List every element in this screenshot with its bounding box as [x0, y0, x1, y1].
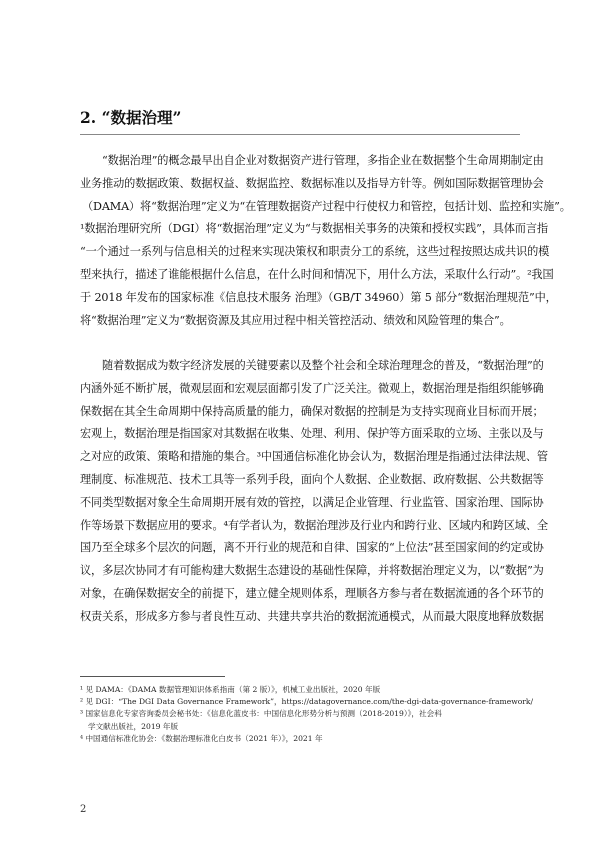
text-line: 业务推动的数据政策、数据权益、数据监控、数据标准以及指导方针等。例如国际数据管理协会	[80, 176, 544, 190]
text-line: 型来执行，描述了谁能根据什么信息，在什么时间和情况下，用什么方法，采取什么行动”。²我国	[80, 267, 554, 281]
text-line: 保数据在其全生命周期中保持高质量的能力，确保对数据的控制是为支持实现商业目标而开展；	[80, 404, 544, 418]
section-heading: 2. “数据治理”	[80, 108, 182, 127]
text-line: 作等场景下数据应用的要求。⁴有学者认为，数据治理涉及行业内和跨行业、区域内和跨区域、全	[80, 518, 548, 532]
text-line: （DAMA）将“数据治理”定义为“在管理数据资产过程中行使权力和管控，包括计划、监控和实施”。	[82, 199, 571, 213]
text-line: 不同类型数据对象全生命周期开展有效的管控，以满足企业管理、行业监管、国家治理、国际协	[80, 495, 544, 509]
text-line: 随着数据成为数字经济发展的关键要素以及整个社会和全球治理理念的普及，“数据治理”的	[102, 359, 544, 372]
paragraph-expansion	[80, 355, 548, 629]
heading-divider	[80, 134, 520, 135]
footnote-2: ² 见 DGI：“The DGI Data Governance Framework”，https://datagovernance.com/the-dgi-data-governance-framework/	[80, 697, 534, 707]
text-line: 理制度、标准规范、技术工具等一系列手段，面向个人数据、企业数据、政府数据、公共数据等	[80, 472, 544, 486]
text-line: 议，多层次协同才有可能构建大数据生态建设的基础性保障，并将数据治理定义为，以“数据”为	[80, 564, 544, 578]
text-line: 对象，在确保数据安全的前提下，建立健全规则体系，理顺各方参与者在数据流通的各个环节的	[80, 586, 544, 600]
text-line: 于 2018 年发布的国家标准《信息技术服务 治理》（GB/T 34960）第 5 部分“数据治理规范”中，	[80, 290, 557, 304]
footnotes	[80, 684, 534, 745]
footnote-3: ³ 国家信息化专家咨询委员会秘书处：《信息化蓝皮书：中国信息化形势分析与预测（2018-2019）》，社会科	[80, 709, 442, 719]
footnote-separator	[80, 676, 225, 677]
text-line: 之对应的政策、策略和措施的集合。³中国通信标准化协会认为，数据治理是指通过法律法规、管	[80, 450, 548, 464]
text-line: 国乃至全球多个层次的问题，离不开行业的规范和自律、国家的“上位法”甚至国家间的约定或协	[80, 541, 544, 555]
footnote-3-continued: 学文献出版社，2019 年版	[88, 721, 179, 731]
text-line: 宏观上，数据治理是指国家对其数据在收集、处理、利用、保护等方面采取的立场、主张以及与	[80, 427, 544, 441]
text-line: 将“数据治理”定义为“数据资源及其应用过程中相关管控活动、绩效和风险管理的集合”。	[80, 313, 511, 327]
text-line: 内涵外延不断扩展，微观层面和宏观层面都引发了广泛关注。微观上，数据治理是指组织能够确	[80, 381, 544, 395]
footnote-1: ¹ 见 DAMA：《DAMA 数据管理知识体系指南（第 2 版）》，机械工业出版社，2020 年版	[80, 685, 381, 694]
text-line: “一个通过一系列与信息相关的过程来实现决策权和职责分工的系统，这些过程按照达成共识的模	[80, 245, 550, 259]
footnote-4: ⁴ 中国通信标准化协会：《数据治理标准化白皮书（2021 年）》，2021 年	[80, 733, 323, 743]
text-line: 权责关系，形成多方参与者良性互动、共建共享共治的数据流通模式，从而最大限度地释放数据	[80, 609, 544, 623]
text-line: “数据治理”的概念最早出自企业对数据资产进行管理，多指企业在数据整个生命周期制定由	[102, 154, 544, 167]
paragraph-definition	[80, 150, 571, 332]
page-number: 2	[80, 804, 87, 815]
text-line: ¹数据治理研究所（DGI）将“数据治理”定义为“与数据相关事务的决策和授权实践”，具体而言指	[80, 222, 548, 236]
